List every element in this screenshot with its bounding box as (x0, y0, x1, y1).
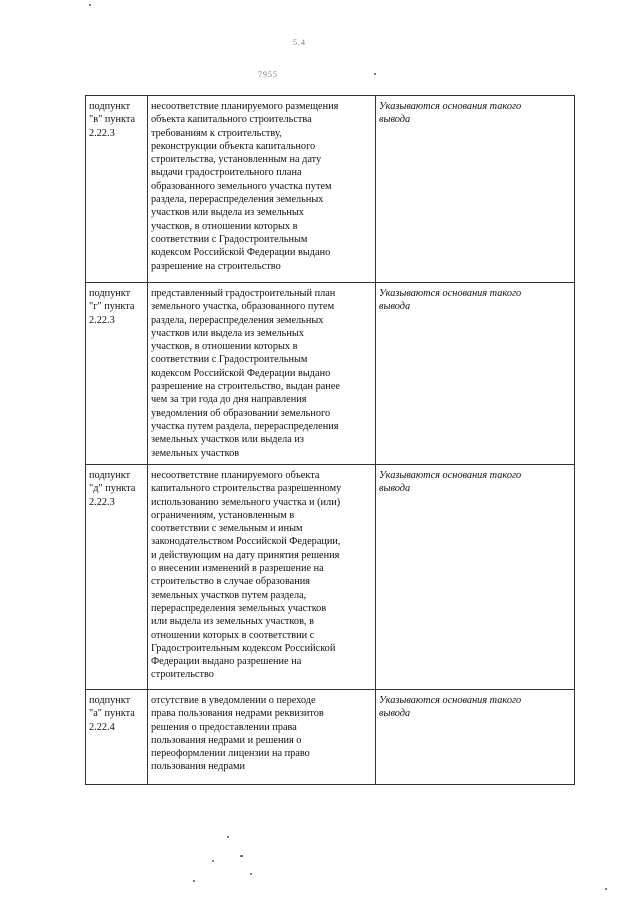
scan-speck (374, 73, 376, 75)
row-description: отсутствие в уведомлении о переходе права пользования недрами реквизитов решения о предоставлении права пользования недрами и решения о переоформлении лицензии на право пользования недрами (148, 690, 376, 785)
scan-mark-stamp: 7955 (258, 70, 278, 79)
table-row (86, 96, 575, 283)
row-reference: подпункт "а" пункта 2.22.4 (86, 690, 148, 785)
scan-speck (605, 888, 607, 890)
table-row (86, 690, 575, 785)
scan-speck (250, 873, 252, 875)
scan-speck (193, 880, 195, 882)
row-description: представленный градостроительный план земельного участка, образованного путем раздела, перераспределения земельных участков или выдела из земельных участков, в отношении которых в соответствии с Градостроительным кодексом Российской Федерации выдано разрешение на строительство, выдан ранее чем за три года до дня направления уведомления об образовании земельного участка путем раздела, перераспределения земельных участков или выдела из земельных участков (148, 283, 376, 465)
row-reference: подпункт "г" пункта 2.22.3 (86, 283, 148, 465)
row-note: Указываются основания такого вывода (376, 465, 575, 690)
row-note: Указываются основания такого вывода (376, 690, 575, 785)
scan-speck (227, 836, 229, 838)
row-description: несоответствие планируемого размещения объекта капитального строительства требованиям к строительству, реконструкции объекта капитального строительства, установленным на дату выдачи градостроительного плана образованного земельного участка путем раздела, перераспределения земельных участков или выдела из земельных участков, в отношении которых в соответствии с Градостроительным кодексом Российской Федерации выдано разрешение на строительство (148, 96, 376, 283)
row-description: несоответствие планируемого объекта капитального строительства разрешенному использованию земельного участка и (или) ограничениям, установленным в соответствии с земельным и иным законодательством Российской Федерации, и действующим на дату принятия решения о внесении изменений в разрешение на строительство в случае образования земельных участков путем раздела, перераспределения земельных участков или выдела из земельных участков, в отношении которых в соответствии с Градостроительным кодексом Российской Федерации выдано разрешение на строительство (148, 465, 376, 690)
scan-mark-top: 5.4 (293, 38, 306, 47)
reasons-table (85, 95, 575, 785)
table-row (86, 465, 575, 690)
scan-speck (89, 4, 91, 6)
row-reference: подпункт "д" пункта 2.22.3 (86, 465, 148, 690)
row-reference: подпункт "в" пункта 2.22.3 (86, 96, 148, 283)
scan-speck (212, 860, 214, 862)
row-note: Указываются основания такого вывода (376, 283, 575, 465)
row-note: Указываются основания такого вывода (376, 96, 575, 283)
scan-speck (240, 855, 243, 857)
table-row (86, 283, 575, 465)
